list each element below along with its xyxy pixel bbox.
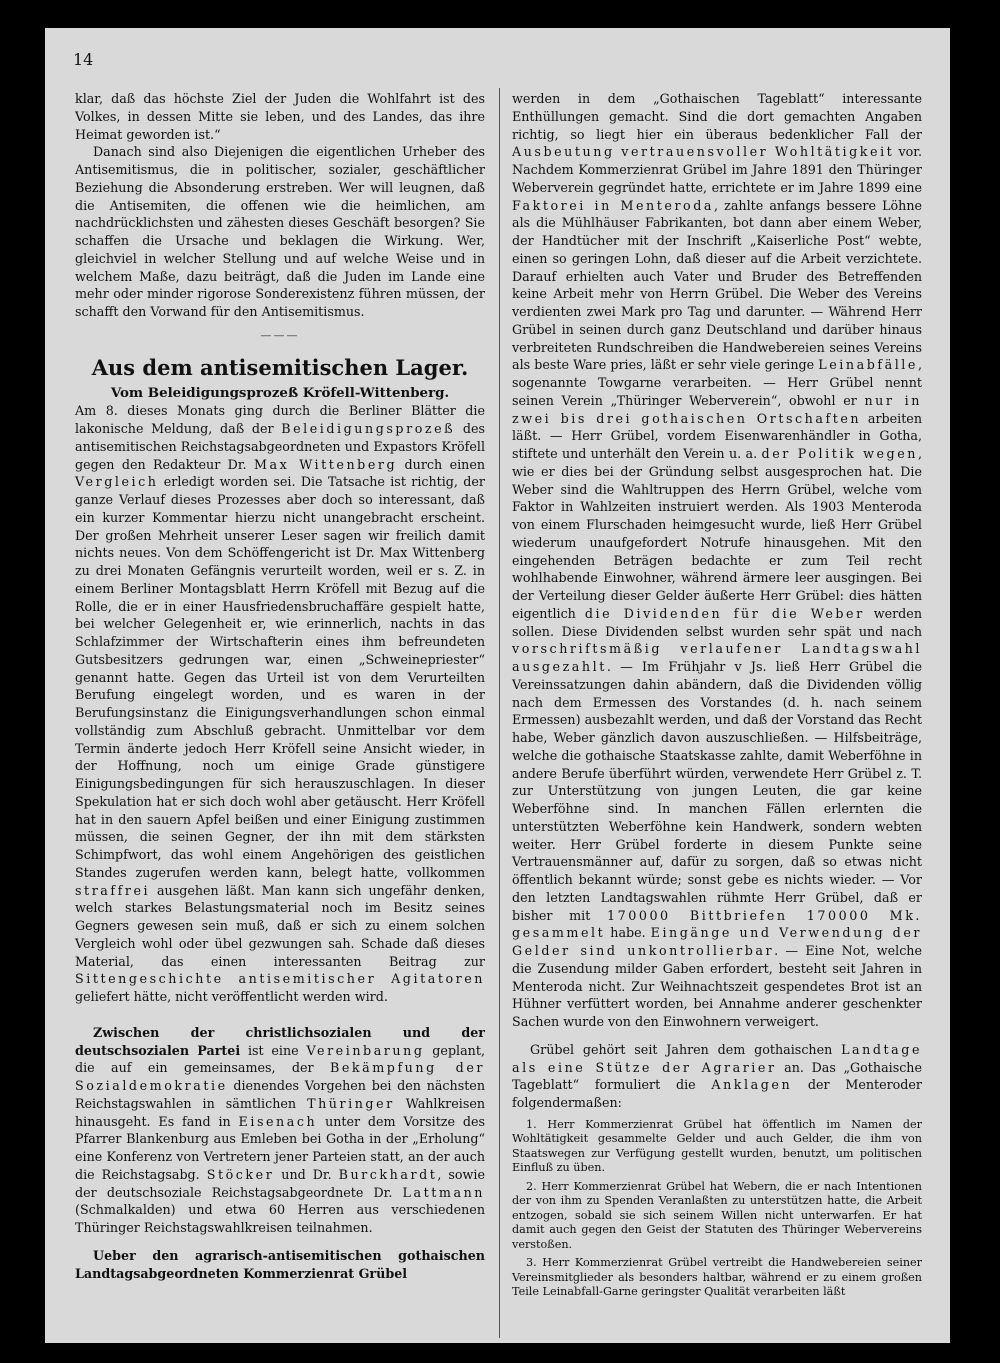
list-item: 2. Herr Kommerzienrat Grübel hat Webern, die er nach Intentionen der von ihm zu Spenden Veranlaßten zu unterstützen hatte, die Arbeit entzogen, sobald sie sich seinem Willen nicht unterwarfen. Er hat damit auch gegen den Geist der Statuten des Thüringer Webervereins verstoßen. [512, 1179, 922, 1251]
article-body: werden in dem „Gothaischen Tageblatt“ interessante Enthüllungen gemacht. Sind die dort gemachten Angaben richtig, so liegt hier ein überaus bedenklicher Fall der Ausbeutung vertrauensvoller Wohltätigkeit vor. Nachdem Kommerzienrat Grübel im Jahre 1891 den Thüringer Weberverein gegründet hatte, errichtete er im Jahre 1899 eine Faktorei in Menteroda, zahlte anfangs bessere Löhne als die Mühlhäuser Fabrikanten, bot dann aber einem Weber, der Handtücher mit der Inschrift „Kaiserliche Post“ webte, einen so geringen Lohn, daß dieser auf die Arbeit verzichtete. Darauf erhielten auch Vater und Bruder des Betreffenden keine Arbeit mehr von Herrn Grübel. Die Weber des Vereins verdienten zwei Mark pro Tag und darunter. — Während Herr Grübel in seinen durch ganz Deutschland und darüber hinaus verbreiteten Rundschreiben die Handwebereien seines Vereins als beste Ware pries, läßt er sehr viele geringe Leinabfälle, sogenannte Towgarne verarbeiten. — Herr Grübel nennt seinen Verein „Thüringer Weberverein“, obwohl er nur in zwei bis drei gothaischen Ortschaften arbeiten läßt. — Herr Grübel, vordem Eisenwarenhändler in Gotha, stiftete und unterhält den Verein u. a. der Politik wegen, wie er dies bei der Gründung selbst ausgesprochen hat. Die Weber sind die Wahltruppen des Herrn Grübel, welche vom Faktor in Wahlzeiten instruiert werden. Als 1903 Menteroda von einem Flurschaden heimgesucht wurde, ließ Herr Grübel wiederum unaufgefordert Notrufe hinausgehen. Mit den eingehenden Beträgen bedachte er zum Teil recht wohlhabende Einwohner, während ärmere leer ausgingen. Bei der Verteilung dieser Gelder äußerte Herr Grübel: dies hätten eigentlich die Dividenden für die Weber werden sollen. Diese Dividenden selbst wurden sehr spät und nach vorschriftsmäßig verlaufener Landtagswahl ausgezahlt. — Im Frühjahr v Js. ließ Herr Grübel die Vereinssatzungen dahin abändern, daß die Dividenden völlig nach dem Ermessen des Vorstandes (d. h. nach seinem Ermessen) ausbezahlt werden, und daß der Vorstand das Recht habe, Weber gänzlich davon auszuschließen. — Hilfsbeiträge, welche die gothaische Staatskasse zahlte, damit Weberföhne in andere Berufe überführt würden, verwendete Herr Grübel z. T. zur Unterstützung von jungen Leuten, die gar keine Weberföhne sind. In manchen Fällen erlernten die unterstützten Weberföhne kein Handwerk, sondern webten weiter. Herr Grübel forderte in diesem Punkte seine Vertrauensmänner auf, dafür zu sorgen, daß so etwas nicht öffentlich bekannt würde; sonst gebe es nichts wieder. — Vor den letzten Landtagswahlen rühmte Herr Grübel, daß er bisher mit 170000 Bittbriefen 170000 Mk. gesammelt habe. Eingänge und Verwendung der Gelder sind unkontrollierbar. — Eine Not, welche die Zusendung milder Gaben erfordert, besteht seit Jahren in Menteroda nicht. Zur Weihnachtszeit gespendetes Brot ist an Hühner verfüttert worden, bei Annahme anderer geschenkter Sachen wurde von den Einwohnern verweigert. [512, 91, 923, 1029]
paragraph: Danach sind also Diejenigen die eigentlichen Urheber des Antisemitismus, die in politischer, sozialer, geschäftlicher Beziehung die Absonderung erstreben. Wer will leugnen, daß die Antisemiten, die offenen wie die heimlichen, am nachdrücklichsten und zähesten dieses Geschäft besorgen? Sie schaffen die Ursache und beklagen die Wirkung. Wer, gleichviel in welcher Stellung und auf welche Weise und in welchem Maße, dazu beiträgt, daß die Juden im Lande eine mehr oder minder rigorose Sonderexistenz führen müssen, der schafft den Vorwand für den Antisemitismus. [75, 144, 485, 319]
article-body: Am 8. dieses Monats ging durch die Berliner Blätter die lakonische Meldung, daß der Beleidigungsprozeß des antisemitischen Reichstagsabgeordneten und Expastors Kröfell gegen den Redakteur Dr. Max Wittenberg durch einen Vergleich erledigt worden sei. Die Tatsache ist richtig, der ganze Verlauf dieses Prozesses aber doch so interessant, daß ein kurzer Kommentar hierzu nicht unangebracht erscheint. Der großen Mehrheit unserer Leser sagen wir freilich damit nichts neues. Von dem Schöffengericht ist Dr. Max Wittenberg zu drei Monaten Gefängnis verurteilt worden, weil er s. Z. in einem Berliner Montagsblatt Herrn Kröfell mit Bezug auf die Rolle, die er in einer Hausfriedensbruchaffäre gespielt hatte, bei welcher Gelegenheit er, wie erinnerlich, nachts in das Schlafzimmer der Wirtschafterin eines ihm befreundeten Gutsbesitzers gedrungen war, einen „Schweinepriester“ genannt hatte. Gegen das Urteil ist von dem Verurteilten Berufung eingelegt worden, und es waren in der Berufungsinstanz die Einigungsverhandlungen schon einmal vollständig zum Abschluß gebracht. Unmittelbar vor dem Termin änderte jedoch Herr Kröfell seine Ansicht wieder, in der Hoffnung, noch um einige Grade günstigere Einigungsbedingungen für sich herauszuschlagen. In dieser Spekulation hat er sich doch wohl aber getäuscht. Herr Kröfell hat in den sauern Apfel beißen und einer Einigung zustimmen müssen, die seinen Gegner, der ihn mit dem stärksten Schimpfwort, das wohl einem Angehörigen des geistlichen Standes zugerufen werden kann, belegt hatte, vollkommen straffrei ausgehen läßt. Man kann sich ungefähr denken, welch starkes Belastungsmaterial noch im Besitz seines Gegners gewesen sein muß, daß er sich zu einem solchen Vergleich wohl oder übel gezwungen sah. Schade daß dieses Material, das einen interessanten Beitrag zur Sittengeschichte antisemitischer Agitatoren geliefert hätte, nicht veröffentlicht werden wird. [75, 403, 485, 1004]
charges-list [512, 1118, 922, 1300]
article-body: Zwischen der christlichsozialen und der deutschsozialen Partei ist eine Vereinbarung geplant, die auf ein gemeinsames, der Bekämpfung der Sozialdemokratie dienendes Vorgehen bei den nächsten Reichstagswahlen in sämtlichen Thüringer Wahlkreisen hinausgeht. Es fand in Eisenach unter dem Vorsitze des Pfarrer Blankenburg aus Emleben bei Gotha in der „Erholung“ eine Konferenz von Vertretern jener Parteien statt, an der auch die Reichstagsabg. Stöcker und Dr. Burckhardt, sowie der deutschsoziale Reichstagsabgeordnete Dr. Lattmann (Schmalkalden) und etwa 60 Herren aus verschiedenen Thüringer Reichstagswahlkreisen teilnahmen. [75, 1024, 486, 1235]
right-column [512, 90, 922, 1304]
article-headline: Ueber den agrarisch-antisemitischen gothaischen Landtagsabgeordneten Kommerzienrat Grübel [75, 1247, 485, 1281]
article-headline: Vom Beleidigungsprozeß Kröfell-Wittenberg. [110, 384, 450, 401]
left-column [75, 90, 485, 1282]
column-rule [499, 88, 500, 1338]
article-body: Grübel gehört seit Jahren dem gothaischen Landtage als eine Stütze der Agrarier an. Das „Gothaische Tageblatt“ formuliert die Anklagen der Menteroder folgendermaßen: [512, 1041, 922, 1110]
article-headline: Zwischen der christlichsozialen und der deutschsozialen Partei [75, 1024, 485, 1058]
section-title: Aus dem antisemitischen Lager. [91, 354, 469, 380]
page-number: 14 [73, 50, 94, 69]
newspaper-page [45, 28, 950, 1343]
separator: ——— [260, 328, 300, 342]
paragraph: klar, daß das höchste Ziel der Juden die Wohlfahrt ist des Volkes, in dessen Mitte sie leben, und des Landes, das ihre Heimat geworden ist.“ [75, 91, 485, 142]
list-item: 1. Herr Kommerzienrat Grübel hat öffentlich im Namen der Wohltätigkeit gesammelte Gelder und auch Gelder, die ihm von Staatswegen zur Verfügung gestellt wurden, benutzt, um politischen Einfluß zu üben. [512, 1117, 922, 1175]
list-item: 3. Herr Kommerzienrat Grübel vertreibt die Handwebereien seiner Vereinsmitglieder als besonders haltbar, während er zu einem großen Teile Leinabfall-Garne geringster Qualität verarbeiten läßt [512, 1256, 922, 1299]
